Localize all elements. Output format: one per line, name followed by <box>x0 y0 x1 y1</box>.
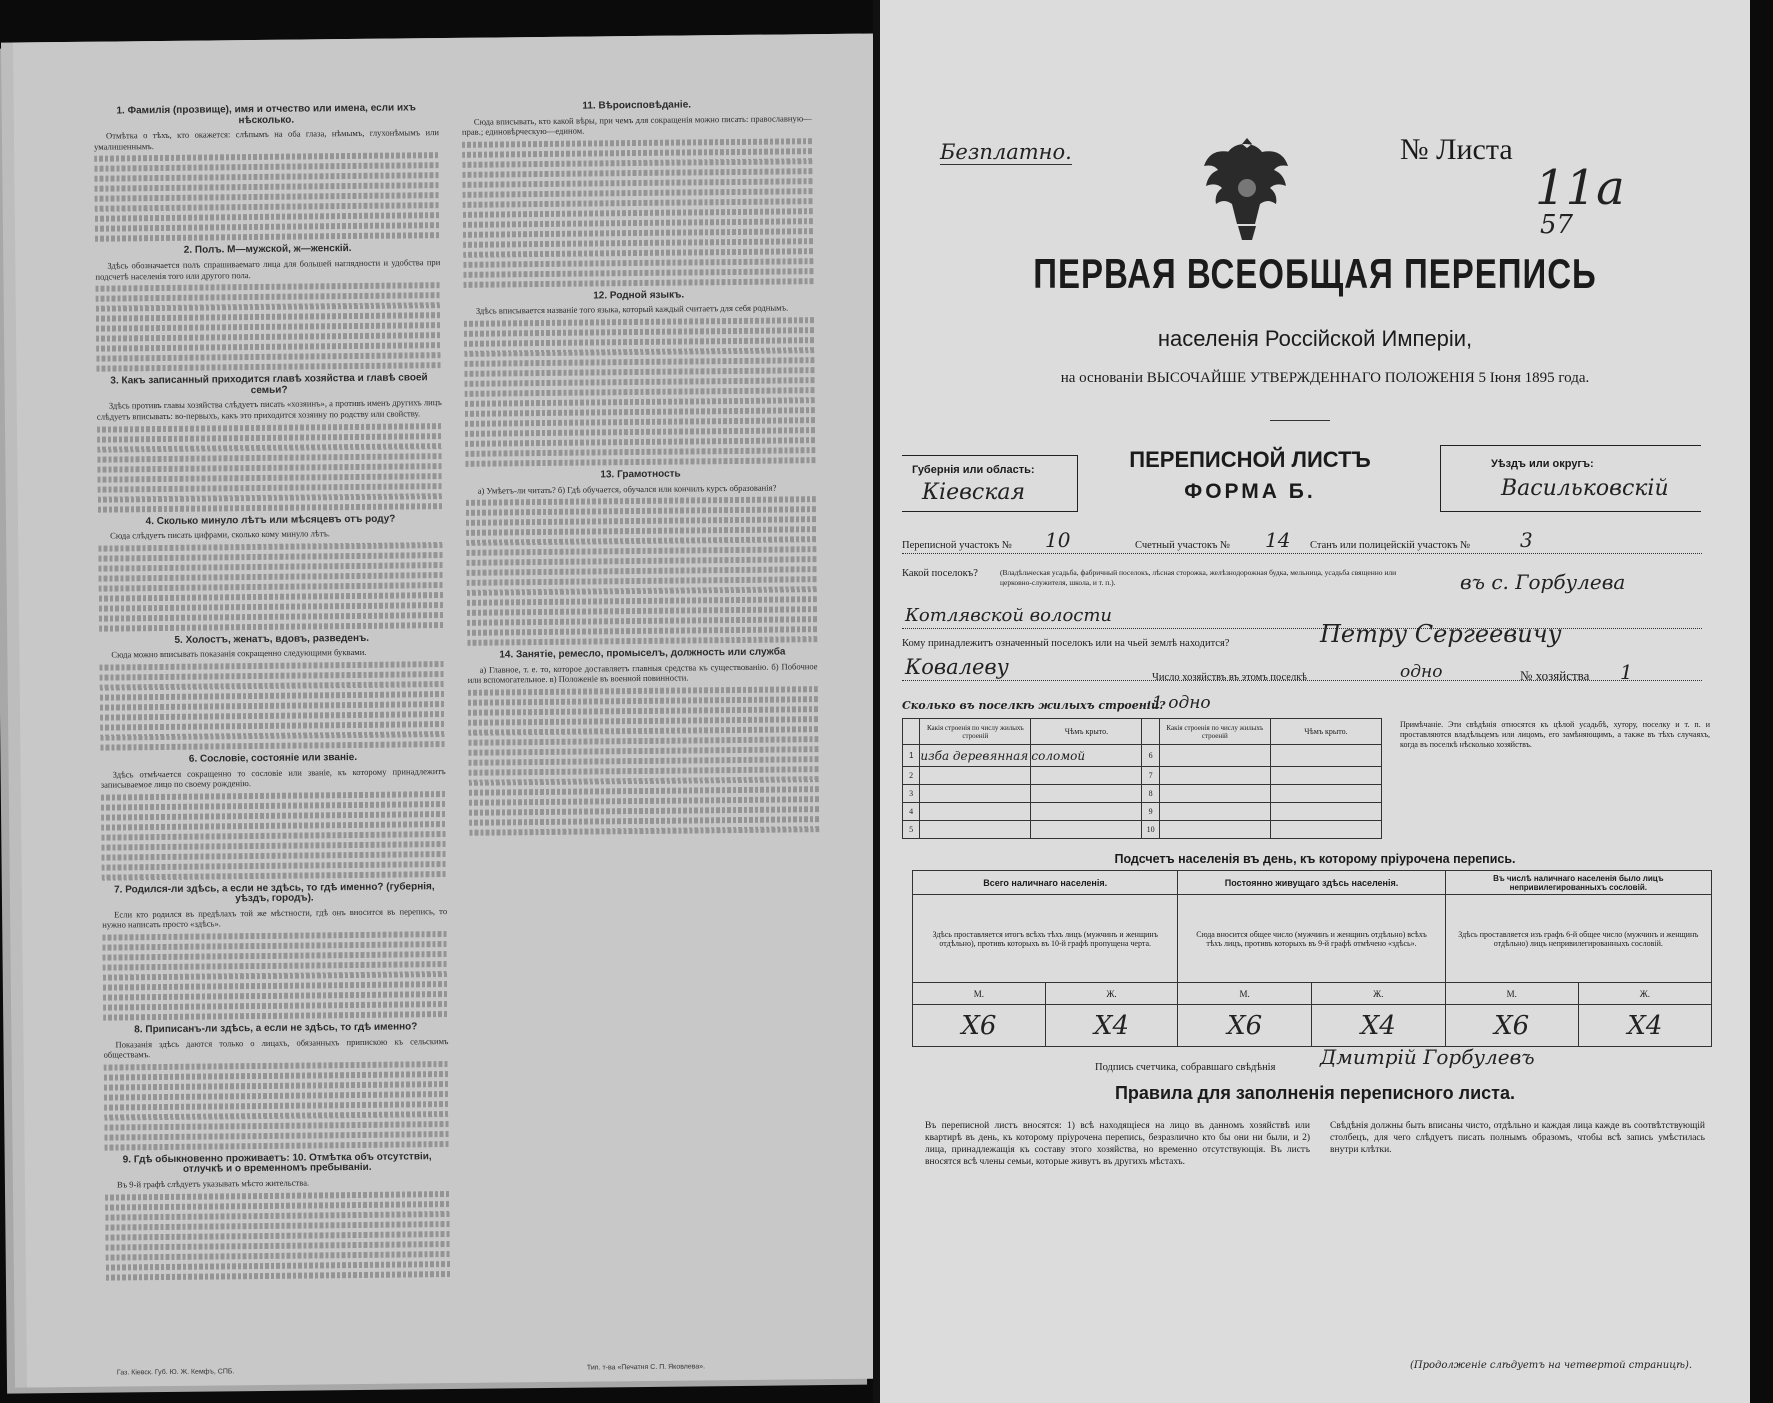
rules-title: Правила для заполненія переписного листа. <box>1114 1083 1516 1103</box>
census-form-page: Безплатно. № Листа 11а 57 ПЕРВАЯ ВСЕОБЩАЯ ПЕРЕПИСЬ населенія Россійской Имперіи, на основаніи ВЫСОЧАЙШЕ УТВЕРЖДЕННАГО ПОЛОЖЕНІЯ 5 Іюня 1895 года. Губернія или область: Кіевская ПЕРЕПИСНОЙ ЛИСТЪ ФОРМА Б. Уѣздъ или округъ: Васильковскій Переписной участокъ № 10 Счетный участокъ № 14 Станъ или полицейскій участокъ № 3 Какой поселокъ? (Владѣльческая усадьба, фабричный поселокъ, лѣсная сторожка, желѣзнодорожная будка, мельница, усадьба священно или церковно-служителя, школа, и т. п.). въ с. Горбулева Котлявской волости Кому принадлежитъ означенный поселокъ или на чьей землѣ находится? Петру Сергеевичу Ковалеву Число хозяйствъ въ этомъ поселкѣ одно № хозяйства 1 Сколько въ поселкѣ жилыхъ строеній? 1 одно Какія строенія по числу жилыхъ строеній Чѣмъ крыто. Какія строенія по числу жилыхъ строеній Чѣмъ крыто. 1 изба деревянная соломой 6 2 7 3 8 4 9 5 10 Примѣчаніе. Эти свѣдѣнія относятся къ цѣлой усадьбѣ, хутору, поселку и т. п. и проставляются владѣльцемъ или лицомъ, его замѣняющимъ, а также въ тѣхъ случаяхъ, когда въ поселкѣ нѣсколько хозяйствъ. Подсчетъ населенія въ день, къ которому пріурочена перепись. Всего наличнаго населенія. Постоянно живущаго здѣсь населенія. Въ числѣ наличнаго населенія было лицъ непривилегированныхъ сословій. Здѣсь проставляется итогъ всѣхъ тѣхъ лицъ (мужчинъ и женщинъ отдѣльно), противъ которыхъ въ 10-й графѣ пропущена черта. Сюда вносится общее число (мужчинъ и женщинъ отдѣльно) всѣхъ тѣхъ лицъ, противъ которыхъ въ 9-й графѣ отмѣчено «здѣсь». Здѣсь проставляется изъ графъ 6-й общее число (мужчинъ и женщинъ отдѣльно) лицъ непривилегированныхъ сословій. М. Ж. М. Ж. М. Ж. Х6 Х4 Х6 Х4 Х6 Х4 Подпись счетчика, собравшаго свѣдѣнія Дмитрій Горбулевъ Правила для заполненія переписного листа. Въ переписной листъ вносятся: 1) всѣ находящіеся на лицо въ данномъ хозяйствѣ или квартирѣ въ день, къ которому пріурочена перепись, безразлично кто бы они ни были, и 2) лица, принадлежащія къ составу этого хозяйства, но временно отсутствующія. Въ листъ вносятся всѣ члены семьи, которые живутъ въ другихъ мѣстахъ. Свѣдѣнія должны быть вписаны чисто, отдѣльно и каждая лица кажде въ соотвѣтствующій столбецъ, для чего слѣдуетъ писать полнымъ образомъ, чтобы всѣ запись умѣстилась внутри клѣтки. (Продолженіе слѣдуетъ на четвертой страницѣ). <box>880 0 1750 1403</box>
section-text: Сюда слѣдуетъ писать цифрами, сколько кому минуло лѣтъ. <box>110 528 330 541</box>
rules-column-2: Свѣдѣнія должны быть вписаны чисто, отдѣльно и каждая лица кажде въ соотвѣтствующій столбецъ, для чего слѣдуетъ писать полнымъ образомъ, чтобы всѣ запись умѣстилась внутри клѣтки. <box>1330 1121 1705 1155</box>
form-subtitle: населенія Россійской Имперіи, <box>1157 326 1473 351</box>
section-title: 14. Занятіе, ремесло, промыселъ, должность или служба <box>499 646 786 661</box>
section-text: Отмѣтка о тѣхъ, кто окажется: слѣпымъ на оба глаза, нѣмымъ, глухонѣмымъ или умалишеннымъ. <box>94 127 439 152</box>
stan-value: 3 <box>1520 528 1533 552</box>
building-1-type: изба деревянная <box>920 745 1031 767</box>
count-district-value: 14 <box>1265 528 1291 552</box>
section-title: 4. Сколько минуло лѣтъ или мѣсяцевъ отъ роду? <box>145 513 396 527</box>
form-basis: на основаніи ВЫСОЧАЙШЕ УТВЕРЖДЕННАГО ПОЛОЖЕНІЯ 5 Іюня 1895 года. <box>1060 370 1590 386</box>
sheet-stamp: 57 <box>1540 210 1574 240</box>
permanent-female: Х4 <box>1312 1005 1446 1047</box>
section-text: Здѣсь отмѣчается сокращенно то сословіе или званіе, къ которому принадлежитъ записываемое лицо по своему рожденію. <box>100 765 446 790</box>
owner-value-2: Ковалеву <box>905 655 1009 679</box>
non-privileged-female: Х4 <box>1578 1005 1711 1047</box>
free-label: Безплатно. <box>940 140 1072 164</box>
buildings-table: Какія строенія по числу жилыхъ строеній Чѣмъ крыто. Какія строенія по числу жилыхъ строеній Чѣмъ крыто. 1 изба деревянная соломой 6 2 7 3 8 4 9 5 10 <box>902 718 1382 839</box>
uezd-box: Уѣздъ или округъ: Васильковскій <box>1440 445 1701 512</box>
form-title-1: ПЕРЕПИСНОЙ ЛИСТЪ <box>1129 447 1371 472</box>
section-text: Если кто родился въ предѣлахъ той же мѣстности, гдѣ онъ вносится въ перепись, то нужно написать просто «здѣсь». <box>102 905 448 931</box>
form-title-2: ФОРМА Б. <box>1184 480 1316 503</box>
buildings-value: 1 одно <box>1152 693 1211 713</box>
permanent-male: Х6 <box>1178 1005 1312 1047</box>
section-title: 8. Приписанъ-ли здѣсь, а если не здѣсь, то гдѣ именно? <box>134 1021 418 1036</box>
guberniya-value: Кіевская <box>922 480 1026 505</box>
instructions-column-1 <box>94 98 451 1284</box>
section-text: Въ 9-й графѣ слѣдуетъ указывать мѣсто жительства. <box>116 1177 310 1190</box>
population-count-table: Всего наличнаго населенія. Постоянно живущаго здѣсь населенія. Въ числѣ наличнаго населенія было лицъ непривилегированныхъ сословій. Здѣсь проставляется итогъ всѣхъ тѣхъ лицъ (мужчинъ и женщинъ отдѣльно), противъ которыхъ въ 10-й графѣ пропущена черта. Сюда вносится общее число (мужчинъ и женщинъ отдѣльно) всѣхъ тѣхъ лицъ, противъ которыхъ въ 9-й графѣ отмѣчено «здѣсь». Здѣсь проставляется изъ графъ 6-й общее число (мужчинъ и женщинъ отдѣльно) лицъ непривилегированныхъ сословій. М. Ж. М. Ж. М. Ж. Х6 Х4 Х6 Х4 Х6 Х4 <box>912 870 1712 1047</box>
section-title: 11. Вѣроисповѣданіе. <box>582 99 692 112</box>
section-text: а) Умѣетъ-ли читать? б) Гдѣ обучается, обучался или кончилъ курсъ образованія? <box>477 482 777 496</box>
section-text: а) Главное, т. е. то, которое доставляетъ главныя средства къ существованію. б) Побочное или вспомогательное. в) Положеніе въ военной повинности. <box>467 660 818 686</box>
rules-column-1: Въ переписной листъ вносятся: 1) всѣ находящіеся на лицо въ данномъ хозяйствѣ или квартирѣ въ день, къ которому пріурочена перепись, безразлично кто бы они ни были, и 2) лица, принадлежащія къ составу этого хозяйства, но временно отсутствующія. Въ листъ вносятся всѣ члены семьи, которые живутъ въ другихъ мѣстахъ. <box>925 1121 1310 1167</box>
form-title: ПЕРВАЯ ВСЕОБЩАЯ ПЕРЕПИСЬ <box>1033 250 1597 297</box>
sheet-number-value: 11а <box>1535 160 1625 216</box>
left-instructions-page <box>13 34 887 1388</box>
section-title: 6. Сословіе, состояніе или званіе. <box>188 751 358 765</box>
count-title: Подсчетъ населенія въ день, къ которому пріурочена перепись. <box>1114 852 1516 866</box>
section-title: 13. Грамотность <box>600 468 681 481</box>
census-district-value: 10 <box>1045 528 1071 552</box>
section-title: 9. Гдѣ обыкновенно проживаетъ: 10. Отмѣтка объ отсутствіи, отлучкѣ и о временномъ пребываніи. <box>122 1151 432 1176</box>
buildings-note: Примѣчаніе. Эти свѣдѣнія относятся къ цѣлой усадьбѣ, хутору, поселку и т. п. и проставляются владѣльцемъ или лицомъ, его замѣняющимъ, а также въ тѣхъ случаяхъ, когда въ поселкѣ нѣсколько хозяйствъ. <box>1400 720 1710 749</box>
section-title: 1. Фамилія (прозвище), имя и отчество или имена, если ихъ нѣсколько. <box>116 102 416 126</box>
settlement-value: въ с. Горбулева <box>1460 570 1626 594</box>
section-title: 7. Родился-ли здѣсь, а если не здѣсь, то гдѣ именно? (губернія, уѣздъ, городъ). <box>114 880 435 905</box>
rules-continued: (Продолженіе слѣдуетъ на четвертой страницѣ). <box>1410 1360 1693 1371</box>
section-title: 2. Полъ. М—мужской, ж—женскій. <box>183 243 352 257</box>
instructions-column-2 <box>462 94 820 840</box>
section-title: 12. Родной языкъ. <box>593 289 685 302</box>
double-headed-eagle-icon <box>1200 130 1295 250</box>
section-text: Сюда можно вписывать показанія сокращенно следующими буквами. <box>111 647 367 660</box>
sheet-number-label: № Листа <box>1400 133 1513 166</box>
households-value: одно <box>1400 662 1443 682</box>
uezd-value: Васильковскій <box>1501 476 1669 501</box>
section-text: Здѣсь обозначается полъ спрашиваемаго лица для большей наглядности и удобства при подсчетѣ населенія того или другого пола. <box>95 257 441 282</box>
section-text: Сюда вписывать, кто какой вѣры, при чемъ для сокращенія можно писать: православную—прав.; единовѣрческую—едином. <box>461 112 812 138</box>
total-present-male: Х6 <box>913 1005 1046 1047</box>
building-1-roof: соломой <box>1031 745 1142 767</box>
imprint-right: Тип. т-ва «Печатня С. П. Яковлева». <box>586 1363 706 1372</box>
imprint-left: Газ. Кіевск. Губ. Ю. Ж. Кемфъ, СПБ. <box>116 1368 235 1377</box>
total-present-female: Х4 <box>1045 1005 1178 1047</box>
enumerator-signature: Дмитрій Горбулевъ <box>1320 1045 1535 1069</box>
household-number-value: 1 <box>1620 660 1633 684</box>
guberniya-box: Губернія или область: Кіевская <box>902 455 1078 512</box>
section-text: Показанія здѣсь даются только о лицахъ, обязанныхъ припискою къ сельскимъ обществамъ. <box>103 1035 449 1060</box>
owner-value: Петру Сергеевичу <box>1320 620 1562 648</box>
section-text: Здѣсь противъ главы хозяйства слѣдуетъ писать «хозяинъ», а противъ именъ другихъ лицъ слѣдуетъ вписывать: во-первыхъ, какъ это приходится хозяину по родству или свойству. <box>96 397 442 422</box>
section-text: Здѣсь вписывается названіе того языка, который каждый считаетъ для себя роднымъ. <box>475 302 789 317</box>
section-title: 3. Какъ записанный приходится главѣ хозяйства и главѣ своей семьи? <box>110 372 428 396</box>
settlement-value-2: Котлявской волости <box>905 605 1113 626</box>
section-title: 5. Холостъ, женатъ, вдовъ, разведенъ. <box>174 632 370 646</box>
non-privileged-male: Х6 <box>1445 1005 1578 1047</box>
